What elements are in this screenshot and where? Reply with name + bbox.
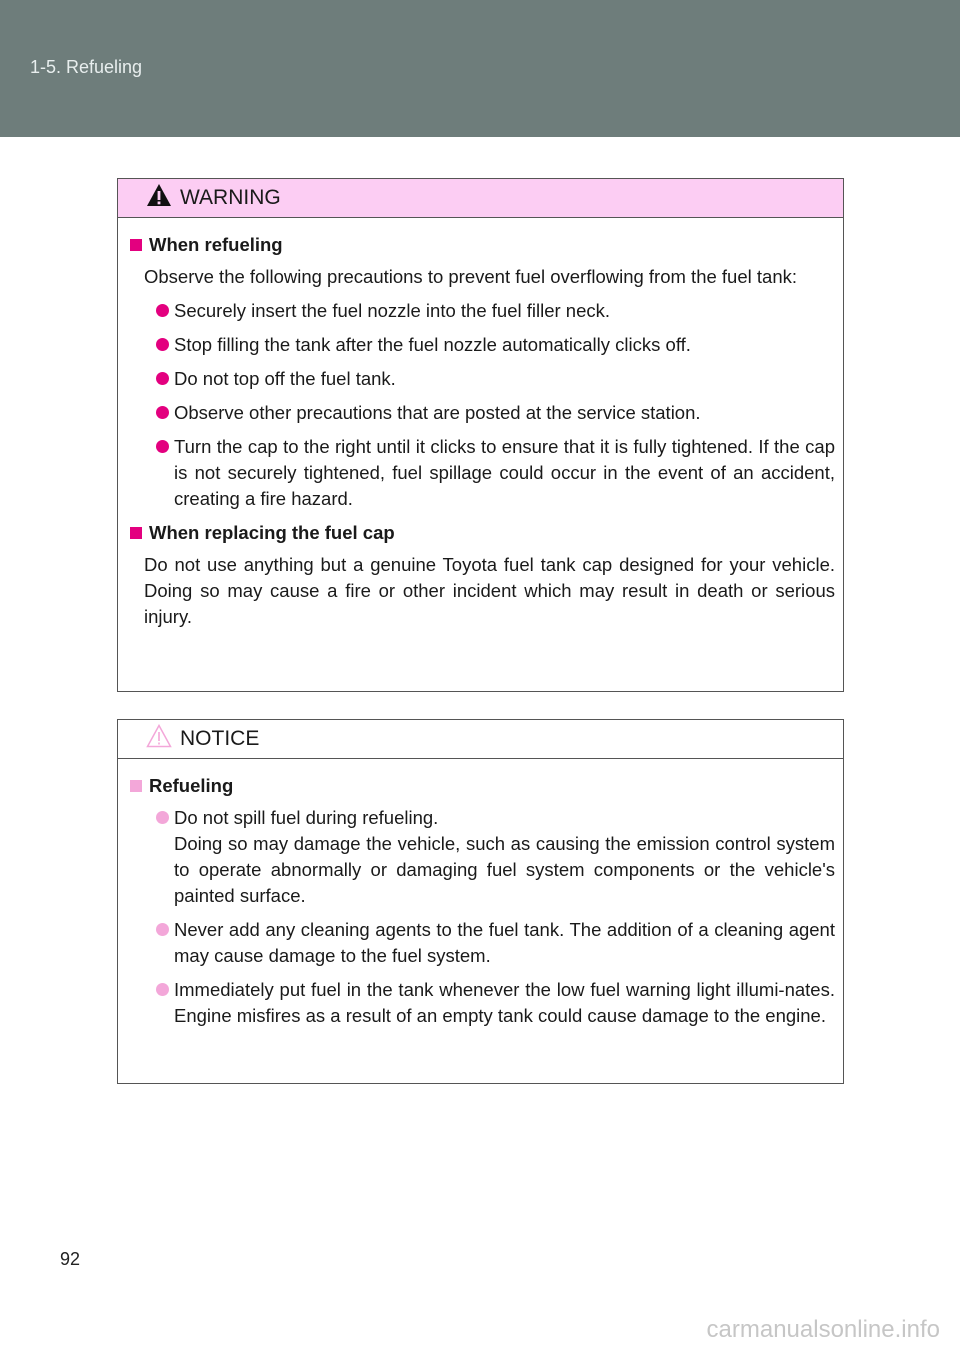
warning-title: WARNING [180, 186, 281, 209]
list-item: Observe other precautions that are posted at the service station. [144, 400, 835, 426]
warning-box [117, 178, 844, 692]
list-item: Do not top off the fuel tank. [144, 366, 835, 392]
notice-box [117, 719, 844, 1084]
notice-header [118, 720, 843, 759]
section-label: 1-5. Refueling [30, 57, 143, 77]
square-bullet-icon [130, 527, 142, 539]
warning-paragraph: Observe the following precautions to prevent fuel overflowing from the fuel tank: [144, 266, 797, 287]
warning-paragraph: Do not use anything but a genuine Toyota fuel tank cap designed for your vehicle. Doing so may cause a fire or other incident which may result in death or serious injury. [144, 554, 835, 627]
circle-bullet-icon [156, 406, 169, 419]
caution-icon [146, 724, 180, 754]
page-number: 92 [60, 1249, 81, 1269]
warning-heading-fuel-cap: When replacing the fuel cap [130, 520, 835, 546]
list-item: Never add any cleaning agents to the fuel tank. The addition of a cleaning agent may cause damage to the fuel system. [144, 917, 835, 969]
square-bullet-icon [130, 239, 142, 251]
notice-heading-refueling: Refueling [130, 773, 835, 799]
warning-heading-refueling: When refueling [130, 232, 835, 258]
list-item: Do not spill fuel during refueling. Doing so may damage the vehicle, such as causing the emission control system to operate abnormally or damaging fuel system components or the vehicle's painted surface. [144, 805, 835, 909]
list-item: Stop filling the tank after the fuel nozzle automatically clicks off. [144, 332, 835, 358]
page-header [0, 0, 960, 137]
list-item: Turn the cap to the right until it clicks to ensure that it is fully tightened. If the cap is not securely tightened, fuel spillage could occur in the event of an accident, creating a fire hazard. [144, 434, 835, 512]
list-item: Securely insert the fuel nozzle into the fuel filler neck. [144, 298, 835, 324]
list-item: Immediately put fuel in the tank whenever the low fuel warning light illumi-nates. Engine misfires as a result of an empty tank could cause damage to the engine. [144, 977, 835, 1029]
warning-header [118, 179, 843, 218]
square-bullet-icon [130, 780, 142, 792]
circle-bullet-icon [156, 304, 169, 317]
circle-bullet-icon [156, 338, 169, 351]
notice-title: NOTICE [180, 727, 260, 750]
circle-bullet-icon [156, 811, 169, 824]
circle-bullet-icon [156, 440, 169, 453]
circle-bullet-icon [156, 372, 169, 385]
circle-bullet-icon [156, 983, 169, 996]
watermark: carmanualsonline.info [706, 1316, 940, 1343]
circle-bullet-icon [156, 923, 169, 936]
warning-icon [146, 183, 180, 213]
